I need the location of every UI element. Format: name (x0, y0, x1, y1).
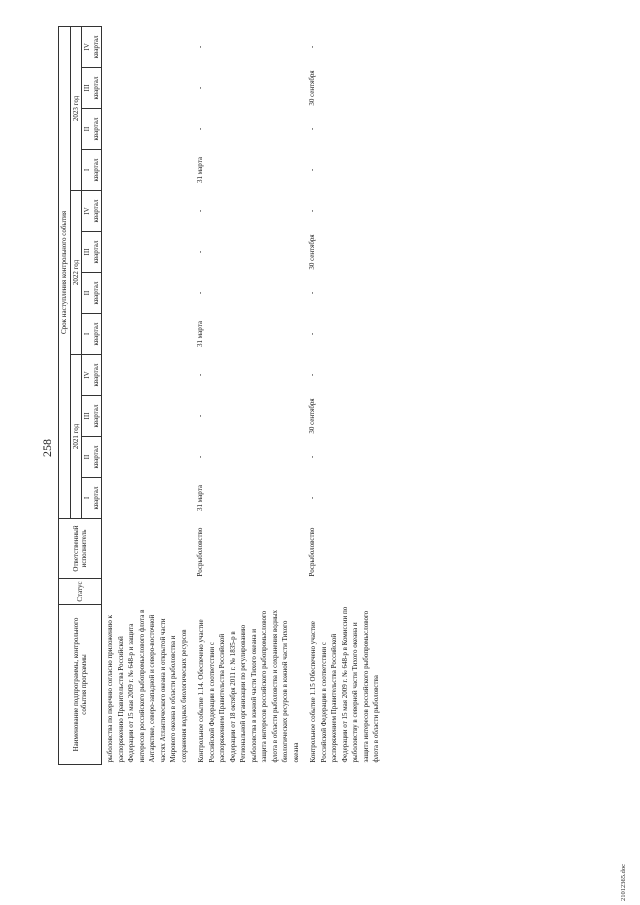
quarter-label: квартал (91, 76, 100, 100)
quarter-label: квартал (91, 281, 100, 305)
deadline-cell (102, 68, 194, 109)
deadline-cell: - (196, 291, 204, 295)
deadline-cell: - (196, 414, 204, 418)
deadline-cell: 30 сентября (308, 398, 316, 434)
deadline-cell: - (308, 168, 316, 172)
quarter-label: квартал (91, 199, 100, 223)
deadline-cell (102, 314, 194, 355)
deadline-cell: - (308, 127, 316, 131)
quarter-label: квартал (91, 445, 100, 469)
deadline-cell (102, 26, 194, 67)
quarter-header (82, 68, 102, 109)
deadline-cell (102, 478, 194, 519)
control-events-table (58, 26, 386, 765)
table-row (102, 26, 194, 764)
header-executor: Ответственный исполнитель (59, 519, 102, 579)
header-deadline: Срок наступления контрольного события (59, 26, 71, 518)
deadline-cell: - (308, 45, 316, 49)
deadline-cell: 30 сентября (308, 70, 316, 106)
quarter-number: III (83, 84, 91, 92)
footer-filename: 21012365.doc (620, 863, 627, 901)
event-executor: Росрыболовство (196, 527, 204, 577)
quarter-label: квартал (91, 486, 100, 510)
quarter-header (82, 191, 102, 232)
quarter-label: квартал (91, 117, 100, 141)
deadline-cell (102, 396, 194, 437)
table-row (193, 26, 305, 764)
quarter-number: IV (83, 207, 91, 215)
quarter-number: II (83, 454, 91, 460)
deadline-cell: - (308, 496, 316, 500)
quarter-header (82, 109, 102, 150)
deadline-cell (102, 150, 194, 191)
deadline-cell (102, 273, 194, 314)
event-status (305, 579, 386, 605)
deadline-cell: - (308, 373, 316, 377)
quarter-label: квартал (91, 158, 100, 182)
event-name: рыболовства по перечню согласно приложению к распоряжению Правительства Российской Федерации от 15 мая 2009 г. № 648-р и защита интересов российского рыбопромыслового флота в Антарктике, северо-западной и северо-восточной частях Атлантического океана и открытой части Мирового океана в области рыболовства и сохранения водных биологических ресурсов (106, 609, 188, 763)
quarter-header (82, 396, 102, 437)
quarter-number: IV (83, 371, 91, 379)
header-status: Статус (59, 579, 102, 605)
quarter-label: квартал (91, 363, 100, 387)
page-number: 258 (40, 439, 54, 457)
deadline-cell: - (196, 127, 204, 131)
quarter-number: III (83, 412, 91, 420)
deadline-cell: 31 марта (196, 321, 204, 347)
deadline-cell: - (196, 209, 204, 213)
header-name: Наименование подпрограммы, контрольного события программы (59, 605, 102, 765)
deadline-cell: - (308, 291, 316, 295)
event-status (102, 579, 194, 605)
quarter-header (82, 26, 102, 67)
deadline-cell (102, 109, 194, 150)
quarter-number: I (83, 332, 91, 336)
deadline-cell (102, 232, 194, 273)
deadline-cell: - (196, 250, 204, 254)
table-row (305, 26, 386, 764)
deadline-cell: 30 сентября (308, 234, 316, 270)
deadline-cell: - (196, 45, 204, 49)
quarter-label: квартал (91, 404, 100, 428)
table-body (102, 26, 386, 764)
quarter-label: квартал (91, 322, 100, 346)
header-row-1 (59, 26, 71, 764)
event-name: Контрольное событие 1.15 Обеспечено участие Российской Федерации в соответствии с распоряжением Правительства Российской Федерации от 15 мая 2009 г. № 648-р в Комиссии по рыболовству в северной части Тихого океана и защита интересов российского рыбопромыслового флота в области рыболовства (309, 606, 380, 763)
event-status (193, 579, 305, 605)
deadline-cell: - (196, 86, 204, 90)
deadline-cell (102, 355, 194, 396)
deadline-cell: - (308, 209, 316, 213)
deadline-cell (102, 437, 194, 478)
deadline-cell: - (196, 373, 204, 377)
quarter-header (82, 314, 102, 355)
quarter-header (82, 355, 102, 396)
quarter-number: III (83, 248, 91, 256)
quarter-header (82, 232, 102, 273)
quarter-number: II (83, 126, 91, 132)
quarter-number: IV (83, 43, 91, 51)
deadline-cell: - (308, 455, 316, 459)
quarter-header (82, 478, 102, 519)
quarter-number: I (83, 496, 91, 500)
deadline-cell: 31 марта (196, 485, 204, 511)
header-year-2021: 2021 год (70, 355, 82, 519)
quarter-header (82, 150, 102, 191)
quarter-label: квартал (91, 240, 100, 264)
header-year-2023: 2023 год (70, 26, 82, 190)
event-executor: Росрыболовство (308, 527, 316, 577)
deadline-cell: 31 марта (196, 157, 204, 183)
deadline-cell: - (308, 332, 316, 336)
event-name: Контрольное событие 1.14. Обеспечено участие Российской Федерации в соответствии с распоряжением Правительства Российской Федерации от 18 октября 2011 г. № 1835-р в Региональной организации по регулированию рыболовства в южной части Тихого океана и защита интересов российского рыбопромыслового флота в области рыболовства и сохранения водных биологических ресурсов в южной части Тихого океана (197, 609, 300, 763)
deadline-cell (102, 191, 194, 232)
event-executor (102, 519, 194, 579)
quarter-number: II (83, 290, 91, 296)
header-year-2022: 2022 год (70, 191, 82, 355)
deadline-cell: - (196, 455, 204, 459)
quarter-header (82, 437, 102, 478)
quarter-header (82, 273, 102, 314)
quarter-label: квартал (91, 35, 100, 59)
quarter-number: I (83, 168, 91, 172)
